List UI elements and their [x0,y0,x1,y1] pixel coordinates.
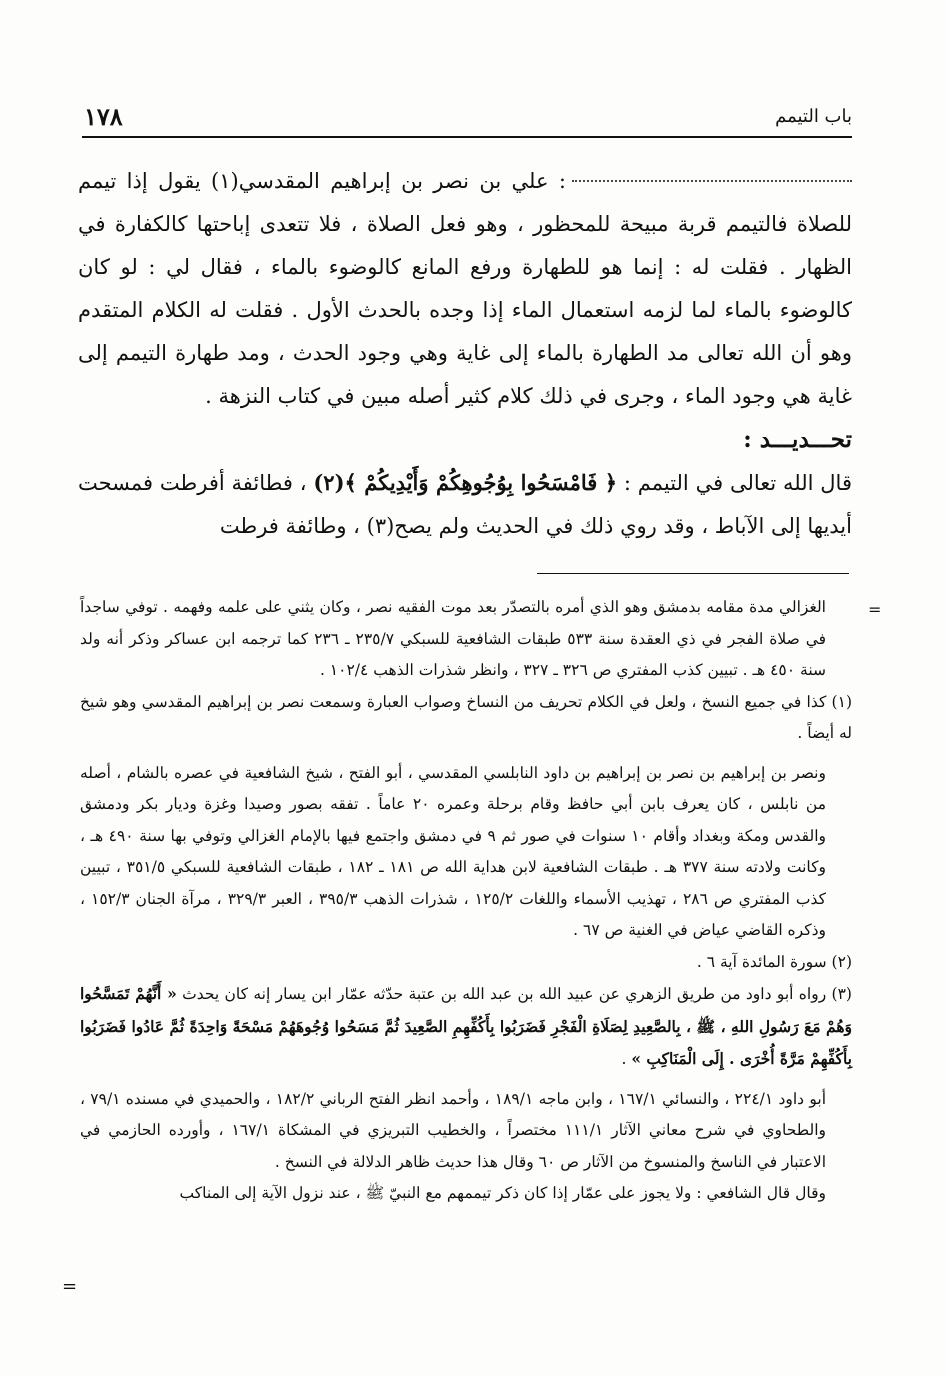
hadith-quote: « أَنَّهُمْ تَمَسَّحُوا وَهُمْ مَعَ رَسُولِ اللهِ ، ﷺ ، بِالصَّعِيدِ لِصَلَاةِ الْفَجْرِ فَضَرَبُوا بِأَكُفِّهِمِ الصَّعِيدَ ثُمَّ مَسَحُوا وُجُوهَهُمْ مَسْحَةً وَاحِدَةً ثُمَّ عَادُوا فَضَرَبُوا بِأَكُفِّهِمْ مَرَّةً أُخْرَى . إِلَى الْمَنَاكِبِ » [80,984,852,1068]
quran-verse: ﴿ فَامْسَحُوا بِوُجُوهِكُمْ وَأَيْدِيكُمْ ﴾(٢) [313,470,618,495]
dotted-leader [572,180,852,182]
footnotes [80,592,852,1210]
footnote-3-shafii: وقال قال الشافعي : ولا يجوز على عمّار إذا كان ذكر تيممهم مع النبيّ ﷺ ، عند نزول الآية إلى المناكب [179,1184,826,1202]
running-title: باب التيمم [775,106,852,127]
footnote-3-sources: أبو داود ٢٢٤/١ ، والنسائي ١٦٧/١ ، وابن ماجه ١٨٩/١ ، وأحمد انظر الفتح الرباني ١٨٢/٢ ، والحميدي في مسنده ٧٩/١ ، والطحاوي في شرح معاني الآثار ١١١/١ مختصراً ، والخطيب التبريزي في المشكاة ١٦٧/١ ، وأورده الحازمي في الاعتبار في الناسخ والمنسوخ من الآثار ص ٦٠ وقال هذا حديث ظاهر الدلالة في النسخ . [80,1089,826,1171]
footnote-1-continued: ونصر بن إبراهيم بن نصر بن إبراهيم بن داود النابلسي المقدسي ، أبو الفتح ، شيخ الشافعية في عصره بالشام ، أصله من نابلس ، كان يعرف بابن أبي حافظ وقام برحلة وعمره ٢٠ عاماً . تفقه بصور وصيدا وغزة وديار بكر ودمشق والقدس ومكة وبغداد وأقام ١٠ سنوات في صور ثم ٩ في دمشق واجتمع فيها بالإمام الغزالي وتوفي بها سنة ٤٩٠ هـ ، وكانت ولادته سنة ٣٧٧ هـ . طبقات الشافعية لابن هداية الله ص ١٨١ ـ ١٨٢ ، طبقات الشافعية للسبكي ٣٥١/٥ ، تبيين كذب المفتري ص ٢٨٦ ، تهذيب الأسماء واللغات ١٢٥/٢ ، شذرات الذهب ٣٩٥/٣ ، العبر ٣٢٩/٣ ، مرآة الجنان ١٥٢/٣ ، وذكره القاضي عياض في الغنية ص ٦٧ . [80,763,826,939]
continuation-mark: = [868,600,882,619]
footnote-rule [537,573,849,574]
main-paragraph-2: قال الله تعالى في التيمم : ﴿ فَامْسَحُوا بِوُجُوهِكُمْ وَأَيْدِيكُمْ ﴾(٢) ، فطائفة أفرطت فمسحت أيديها إلى الآباط ، وقد روي ذلك في الحديث ولم يصح(٣) ، وطائفة فرطت [78,470,852,538]
footnote-1: (١) كذا في جميع النسخ ، ولعل في الكلام تحريف من النساخ وصواب العبارة وسمعت نصر بن إبراهيم المقدسي وهو شيخ له أيضاً . [80,692,852,742]
page-header [82,102,852,138]
footnote-continued: الغزالي مدة مقامه بدمشق وهو الذي أمره بالتصدّر بعد موت الفقيه نصر ، وكان يثني على علمه وفهمه . توفي ساجداً في صلاة الفجر في ذي العقدة سنة ٥٣٣ طبقات الشافعية للسبكي ٢٣٥/٧ ـ ٢٣٦ كما ترجمه ابن عساكر وذكر أنه ولد سنة ٤٥٠ هـ . تبيين كذب المفتري ص ٣٢٦ ـ ٣٢٧ ، وانظر شذرات الذهب ١٠٢/٤ . [80,598,827,679]
section-heading: تحـــديـــد : [743,426,852,453]
continuation-mark-end: = [62,1276,78,1297]
footnote-3: (٣) رواه أبو داود من طريق الزهري عن عبيد الله بن عبد الله بن عتبة حدّثه عمّار ابن يسار إنه كان يحدث « أَنَّهُمْ تَمَسَّحُوا وَهُمْ مَعَ رَسُولِ اللهِ ، ﷺ ، بِالصَّعِيدِ لِصَلَاةِ الْفَجْرِ فَضَرَبُوا بِأَكُفِّهِمِ الصَّعِيدَ ثُمَّ مَسَحُوا وُجُوهَهُمْ مَسْحَةً وَاحِدَةً ثُمَّ عَادُوا فَضَرَبُوا بِأَكُفِّهِمْ مَرَّةً أُخْرَى . إِلَى الْمَنَاكِبِ » . [80,984,852,1068]
footnote-2: (٢) سورة المائدة آية ٦ . [696,952,852,971]
main-paragraph-1: : علي بن نصر بن إبراهيم المقدسي(١) يقول إذا تيمم للصلاة فالتيمم قربة مبيحة للمحظور ، وهو فعل الصلاة ، فلا تتعدى إباحتها كالكفارة في الظهار . فقلت له : إنما هو للطهارة ورفع المانع كالوضوء بالماء ، فقال لي : لو كان كالوضوء بالماء لما لزمه استعمال الماء إذا وجده بالحدث الأول . فقلت له الكلام المتقدم وهو أن الله تعالى مد الطهارة بالماء إلى غاية وهي وجود الحدث ، ومد طهارة التيمم إلى غاية هي وجود الماء ، وجرى في ذلك كلام كثير أصله مبين في كتاب النزهة . [78,169,852,408]
main-text [78,160,852,548]
page-number: ١٧٨ [84,102,123,131]
